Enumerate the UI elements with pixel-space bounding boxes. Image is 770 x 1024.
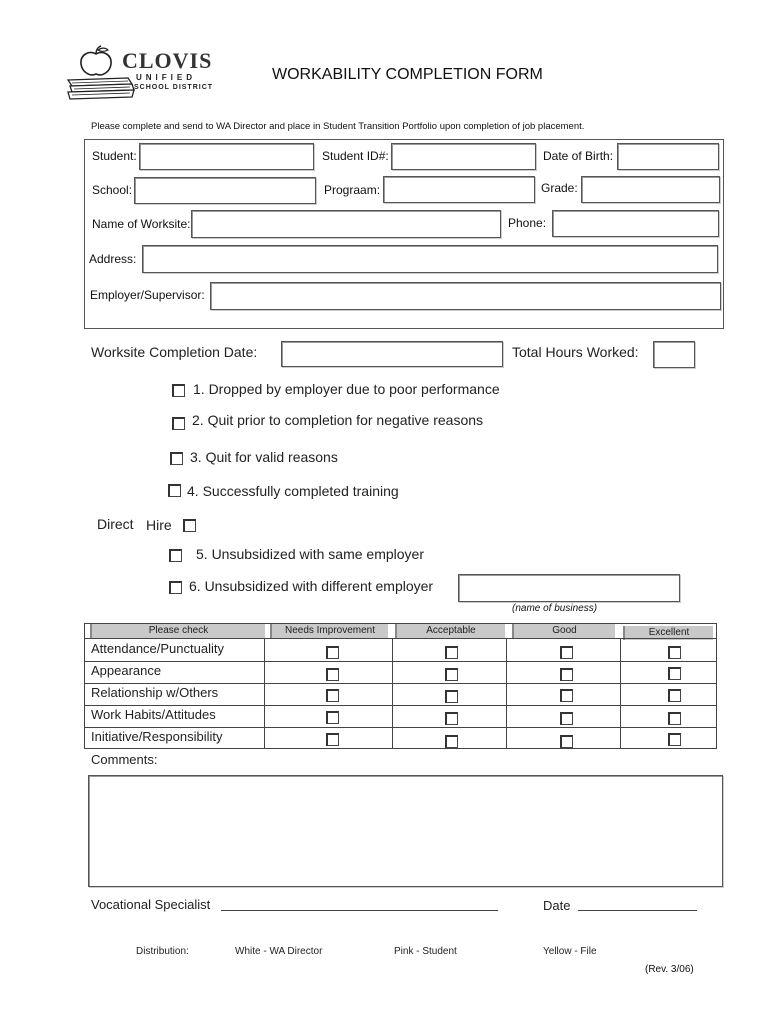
dob-label: Date of Birth: [543,149,614,163]
address-field[interactable] [142,245,718,273]
comments-field[interactable] [88,775,723,887]
attendance-acceptable-checkbox[interactable] [445,646,458,659]
instructions: Please complete and send to WA Director and place in Student Transition Portfolio upon completion of job placement. [91,121,585,132]
completion-date-field[interactable] [281,341,503,367]
option-1-label: 1. Dropped by employer due to poor performance [193,381,500,397]
option-5-checkbox[interactable] [169,549,182,562]
attendance-needs-improvement-checkbox[interactable] [326,646,339,659]
work-habits-needs-improvement-checkbox[interactable] [326,711,339,724]
initiative-acceptable-checkbox[interactable] [445,735,458,748]
initiative-good-checkbox[interactable] [560,735,573,748]
student-id-label: Student ID#: [322,149,389,163]
header-good: Good [512,624,615,638]
initiative-needs-improvement-checkbox[interactable] [326,733,339,746]
header-acceptable: Acceptable [395,624,505,638]
option-2-checkbox[interactable] [172,417,185,430]
distribution-pink: Pink - Student [394,946,457,957]
relationship-excellent-checkbox[interactable] [668,689,681,702]
vocational-specialist-line[interactable] [221,910,498,911]
appearance-good-checkbox[interactable] [560,668,573,681]
table-bottom-line [84,748,717,749]
header-please-check: Please check [90,624,265,638]
distribution-yellow: Yellow - File [543,946,597,957]
row-work-habits-label: Work Habits/Attitudes [91,707,216,722]
work-habits-acceptable-checkbox[interactable] [445,712,458,725]
option-4-checkbox[interactable] [168,484,181,497]
logo-unified: UNIFIED [136,73,196,82]
student-label: Student: [92,149,137,163]
option-1-checkbox[interactable] [172,384,185,397]
initiative-excellent-checkbox[interactable] [668,733,681,746]
address-label: Address: [89,252,137,266]
vocational-specialist-label: Vocational Specialist [91,897,211,912]
appearance-needs-improvement-checkbox[interactable] [326,668,339,681]
header-excellent: Excellent [623,626,713,640]
row-attendance-label: Attendance/Punctuality [91,641,224,656]
date-line[interactable] [578,910,697,911]
header-needs-improvement: Needs Improvement [270,624,388,638]
dob-field[interactable] [617,143,719,170]
total-hours-label: Total Hours Worked: [512,344,639,360]
phone-label: Phone: [508,216,547,230]
phone-field[interactable] [552,210,719,237]
employer-field[interactable] [210,282,721,310]
relationship-good-checkbox[interactable] [560,689,573,702]
business-name-field[interactable] [458,574,680,602]
option-3-checkbox[interactable] [170,452,183,465]
logo-school-district: SCHOOL DISTRICT [134,84,214,91]
district-logo [66,44,226,102]
grade-label: Grade: [541,181,578,195]
school-field[interactable] [134,177,316,204]
option-5-label: 5. Unsubsidized with same employer [196,546,424,562]
school-label: School: [92,183,133,197]
comments-label: Comments: [91,752,158,767]
attendance-good-checkbox[interactable] [560,646,573,659]
form-title: WORKABILITY COMPLETION FORM [272,66,543,83]
appearance-acceptable-checkbox[interactable] [445,668,458,681]
distribution-white: White - WA Director [235,946,323,957]
row-appearance-label: Appearance [91,663,162,678]
appearance-excellent-checkbox[interactable] [668,667,681,680]
completion-date-label: Worksite Completion Date: [91,344,258,360]
row-relationship-label: Relationship w/Others [91,685,219,700]
row-initiative-label: Initiative/Responsibility [91,729,223,744]
work-habits-good-checkbox[interactable] [560,712,573,725]
work-habits-excellent-checkbox[interactable] [668,712,681,725]
table-header-line [84,638,717,639]
worksite-field[interactable] [191,210,501,238]
option-6-checkbox[interactable] [169,581,182,594]
employer-label: Employer/Supervisor: [90,288,205,302]
student-id-field[interactable] [391,143,536,170]
relationship-needs-improvement-checkbox[interactable] [326,689,339,702]
direct-hire-checkbox[interactable] [183,519,196,532]
name-of-business-caption: (name of business) [512,603,598,614]
direct-label: Direct [97,516,134,532]
distribution-label: Distribution: [136,946,189,957]
program-field[interactable] [383,176,535,203]
hire-label: Hire [146,517,172,533]
option-4-label: 4. Successfully completed training [187,483,399,499]
revision-label: (Rev. 3/06) [645,964,694,975]
option-6-label: 6. Unsubsidized with different employer [189,578,434,594]
grade-field[interactable] [581,176,720,203]
student-field[interactable] [139,143,314,170]
program-label: Prograam: [324,183,381,197]
worksite-label: Name of Worksite: [92,217,191,231]
logo-name: CLOVIS [122,48,213,73]
total-hours-field[interactable] [653,341,695,368]
option-2-label: 2. Quit prior to completion for negative reasons [192,412,484,428]
relationship-acceptable-checkbox[interactable] [445,690,458,703]
attendance-excellent-checkbox[interactable] [668,646,681,659]
option-3-label: 3. Quit for valid reasons [190,449,338,465]
date-label: Date [543,898,571,913]
